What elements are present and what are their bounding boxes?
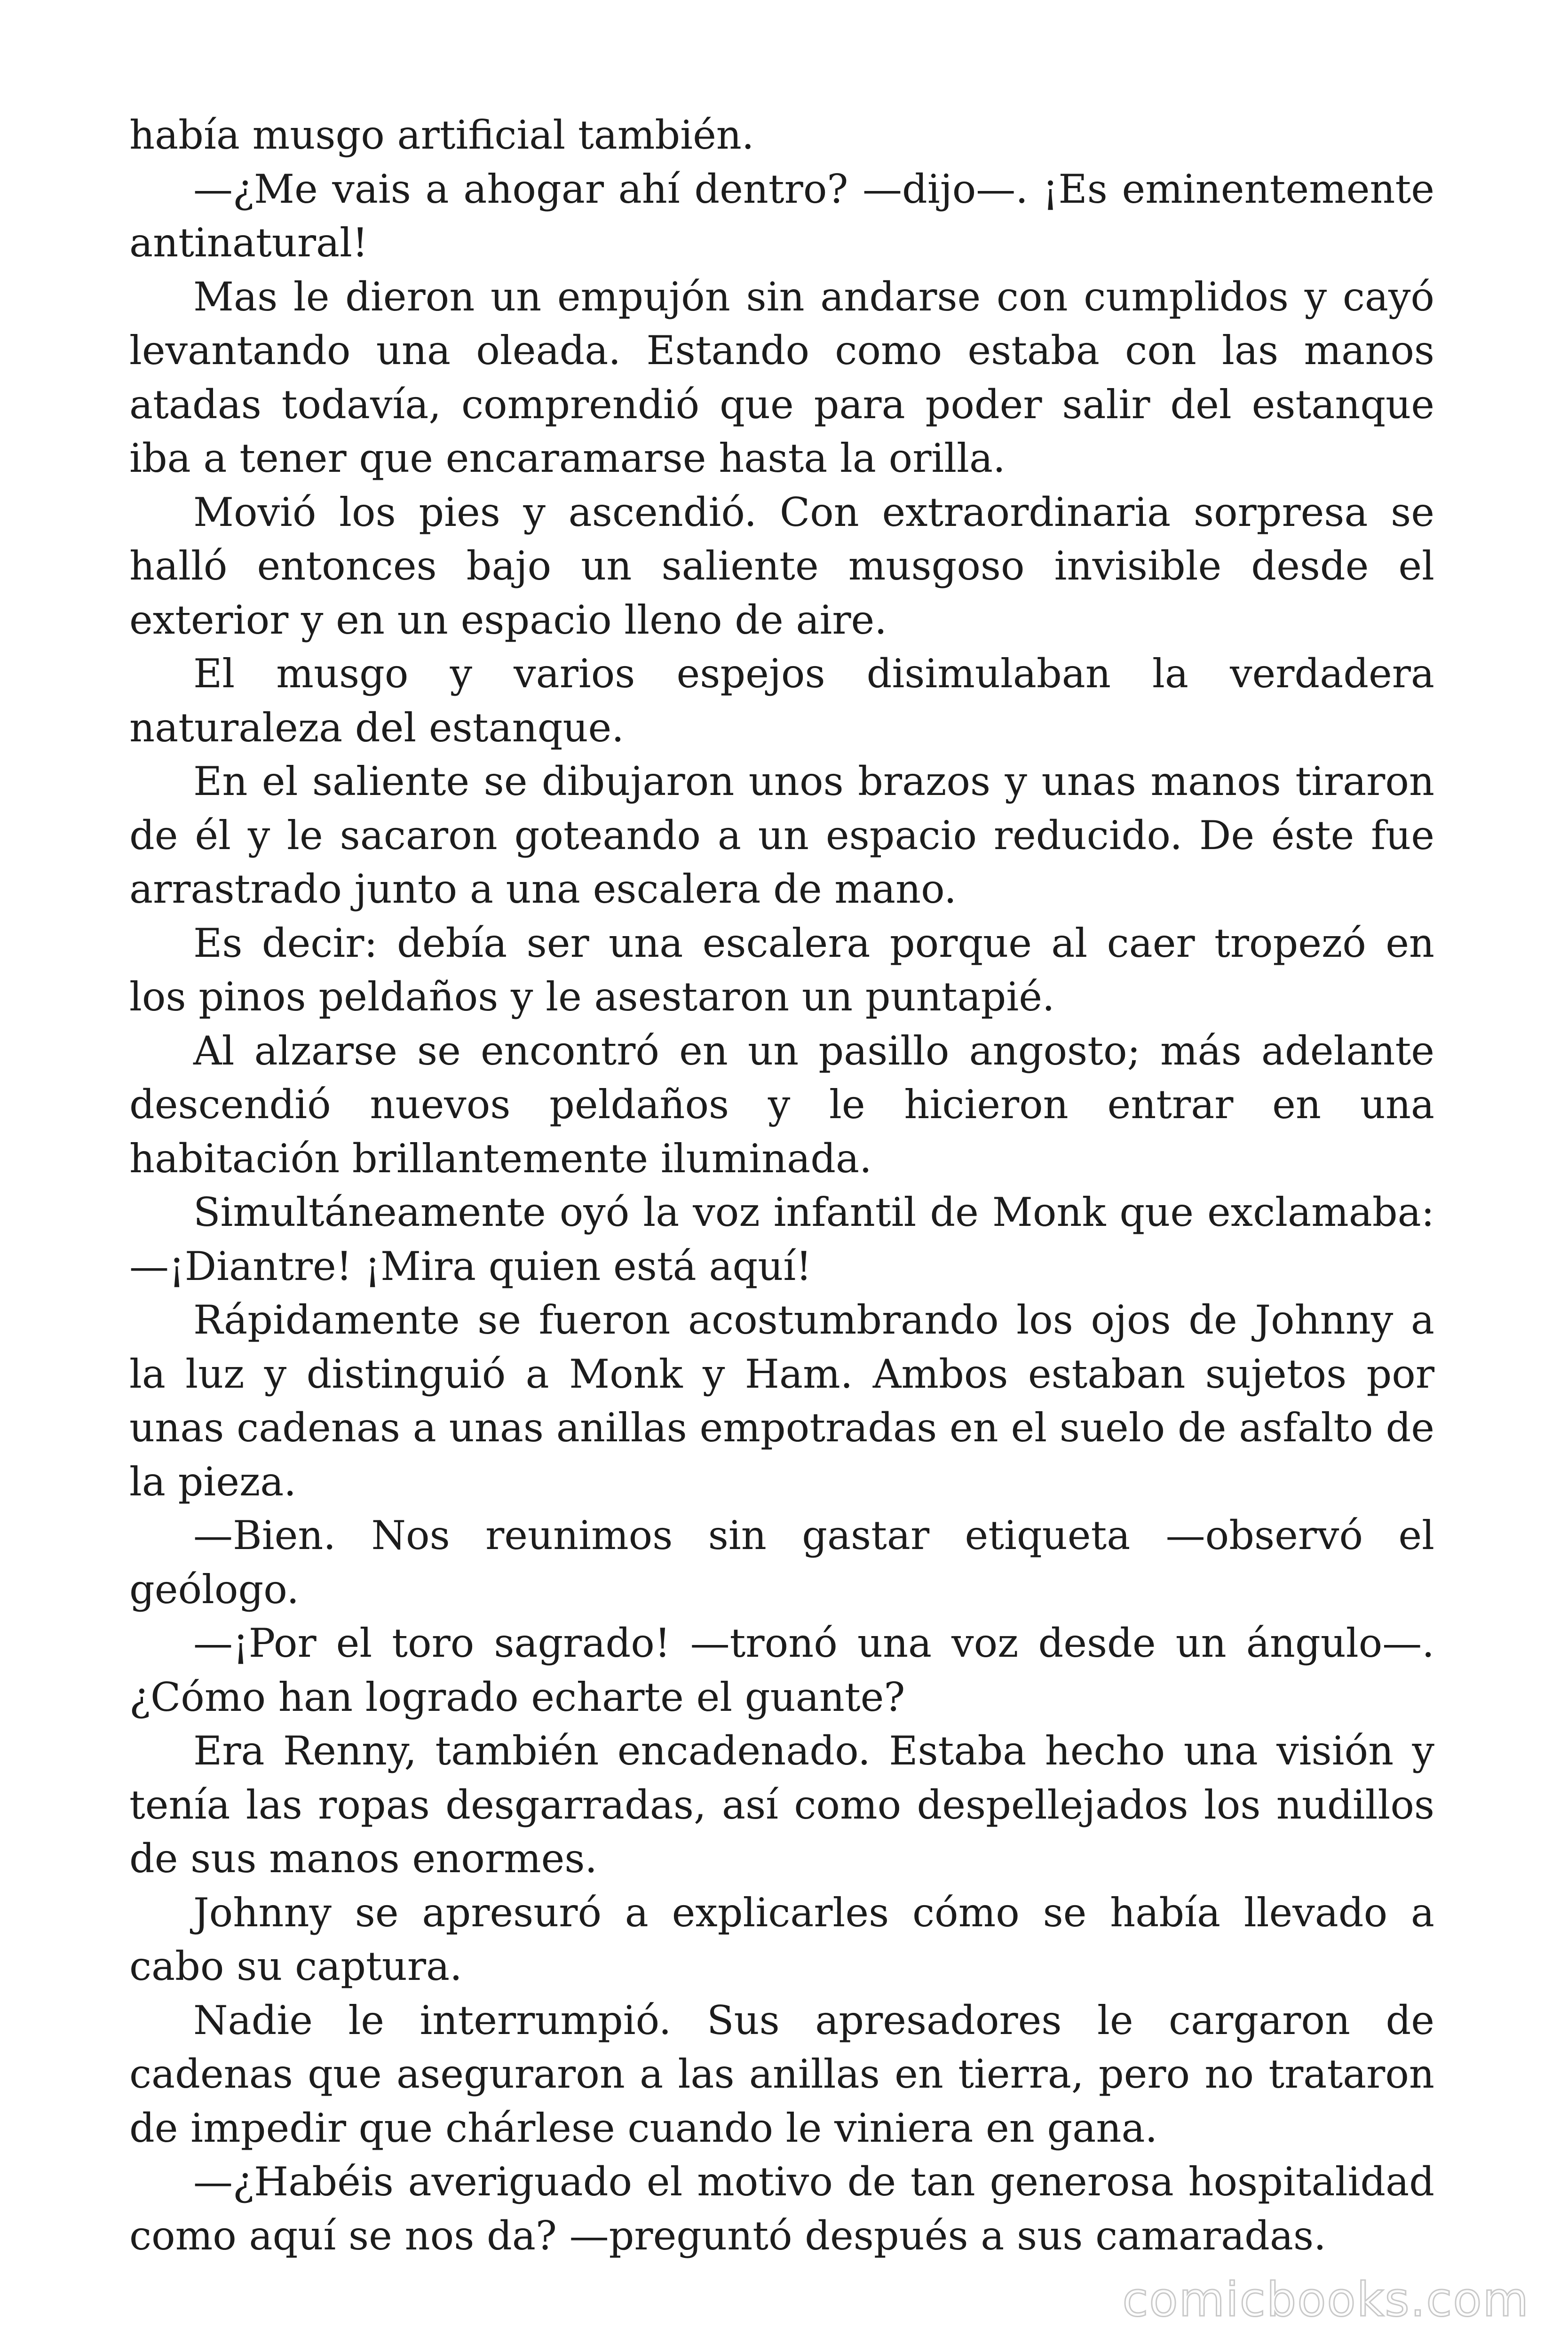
watermark: comicbooks.com [1122, 2272, 1529, 2327]
paragraph-14: Johnny se apresuró a explicarles cómo se había llevado a cabo su captura. [129, 1889, 1434, 1989]
paragraph-7: Es decir: debía ser una escalera porque al caer tropezó en los pinos peldaños y le asestaron un puntapié. [129, 920, 1434, 1020]
paragraph-8: Al alzarse se encontró en un pasillo angosto; más adelante descendió nuevos peldaños y le hicieron entrar en una habitación brillantemente iluminada. [129, 1027, 1434, 1182]
paragraph-3: Mas le dieron un empujón sin andarse con cumplidos y cayó levantando una oleada. Estando como estaba con las manos atadas todavía, comprendió que para poder salir del estanque iba a tener que encaramarse hasta la orilla. [129, 273, 1434, 481]
paragraph-1: había musgo artificial también. [129, 112, 754, 158]
paragraph-4: Movió los pies y ascendió. Con extraordinaria sorpresa se halló entonces bajo un saliente musgoso invisible desde el exterior y en un espacio lleno de aire. [129, 489, 1434, 643]
page-body [129, 108, 1434, 2263]
paragraph-11: —Bien. Nos reunimos sin gastar etiqueta —observó el geólogo. [129, 1512, 1434, 1613]
paragraph-16: —¿Habéis averiguado el motivo de tan generosa hospitalidad como aquí se nos da? —preguntó después a sus camaradas. [129, 2159, 1434, 2259]
paragraph-6: En el saliente se dibujaron unos brazos y unas manos tiraron de él y le sacaron goteando a un espacio reducido. De éste fue arrastrado junto a una escalera de mano. [129, 758, 1434, 912]
paragraph-12: —¡Por el toro sagrado! —tronó una voz desde un ángulo—. ¿Cómo han logrado echarte el guante? [129, 1620, 1434, 1720]
paragraph-15: Nadie le interrumpió. Sus apresadores le cargaron de cadenas que aseguraron a las anillas en tierra, pero no trataron de impedir que chárlese cuando le viniera en gana. [129, 1997, 1434, 2151]
paragraph-5: El musgo y varios espejos disimulaban la verdadera naturaleza del estanque. [129, 651, 1434, 751]
paragraph-10: Rápidamente se fueron acostumbrando los ojos de Johnny a la luz y distinguió a Monk y Ham. Ambos estaban sujetos por unas cadenas a unas anillas empotradas en el suelo de asfalto de la pieza. [129, 1297, 1434, 1505]
paragraph-9: Simultáneamente oyó la voz infantil de Monk que exclamaba: —¡Diantre! ¡Mira quien está aquí! [129, 1189, 1434, 1289]
paragraph-2: —¿Me vais a ahogar ahí dentro? —dijo—. ¡Es eminentemente antinatural! [129, 166, 1434, 266]
paragraph-13: Era Renny, también encadenado. Estaba hecho una visión y tenía las ropas desgarradas, así como despellejados los nudillos de sus manos enormes. [129, 1728, 1434, 1882]
